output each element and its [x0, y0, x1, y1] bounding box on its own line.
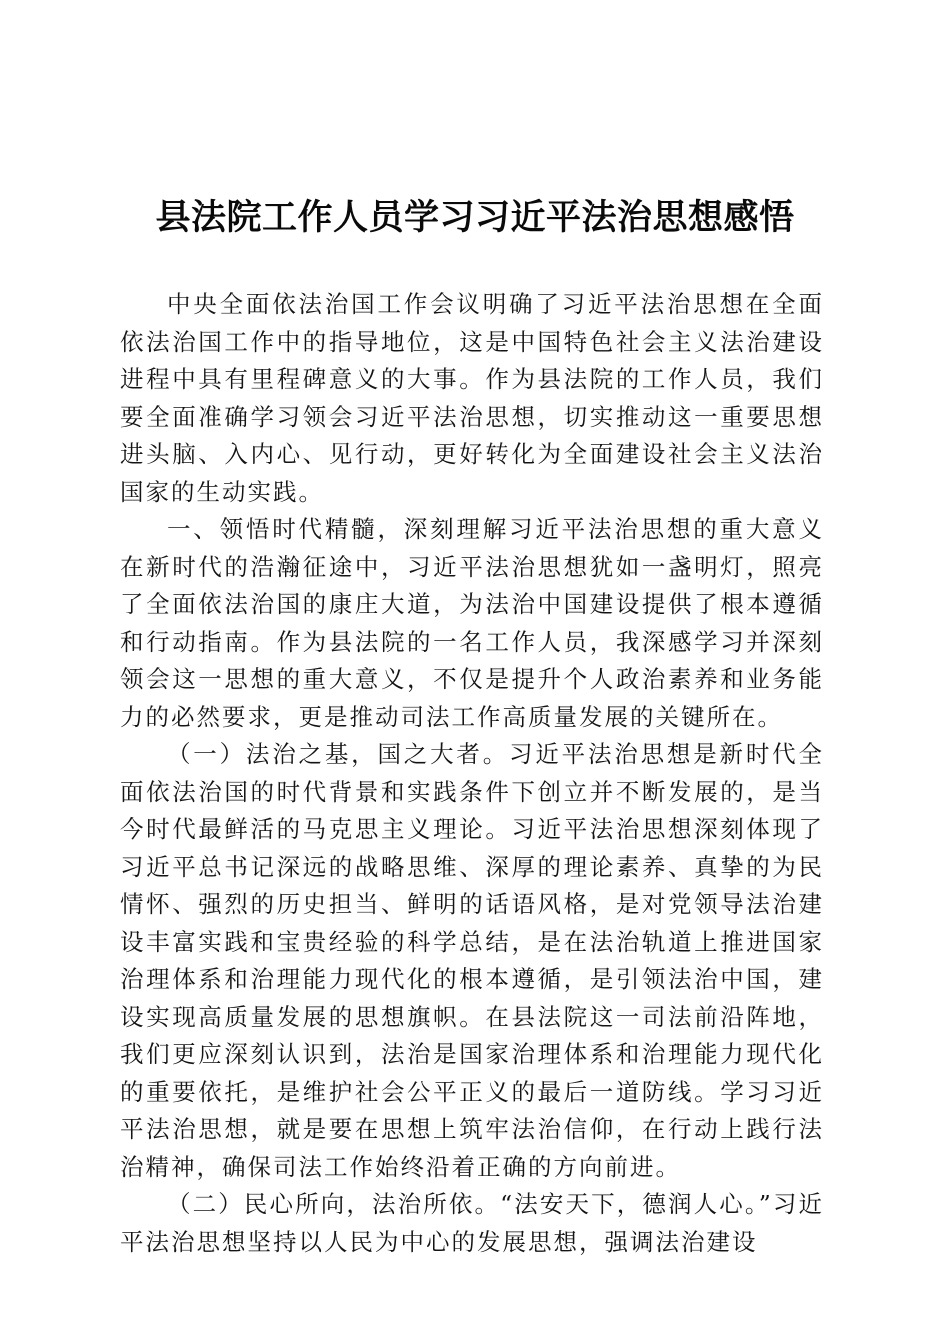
document-title: 县法院工作人员学习习近平法治思想感悟 [155, 197, 795, 238]
paragraph: 中央全面依法治国工作会议明确了习近平法治思想在全面依法治国工作中的指导地位，这是中国特色社会主义法治建设进程中具有里程碑意义的大事。作为县法院的工作人员，我们要全面准确学习领会习近平法治思想，切实推动这一重要思想进头脑、入内心、见行动，更好转化为全面建设社会主义法治国家的生动实践。 [120, 290, 824, 506]
paragraph: （一）法治之基，国之大者。习近平法治思想是新时代全面依法治国的时代背景和实践条件下创立并不断发展的，是当今时代最鲜活的马克思主义理论。习近平法治思想深刻体现了习近平总书记深远的战略思维、深厚的理论素养、真挚的为民情怀、强烈的历史担当、鲜明的话语风格，是对党领导法治建设丰富实践和宝贵经验的科学总结，是在法治轨道上推进国家治理体系和治理能力现代化的根本遵循，是引领法治中国，建设实现高质量发展的思想旗帜。在县法院这一司法前沿阵地，我们更应深刻认识到，法治是国家治理体系和治理能力现代化的重要依托，是维护社会公平正义的最后一道防线。学习习近平法治思想，就是要在思想上筑牢法治信仰，在行动上践行法治精神，确保司法工作始终沿着正确的方向前进。 [120, 740, 824, 1181]
document-body [120, 286, 824, 1261]
paragraph: （二）民心所向，法治所依。“法安天下，德润人心。”习近平法治思想坚持以人民为中心的发展思想，强调法治建设 [120, 1190, 824, 1256]
paragraph: 一、领悟时代精髓，深刻理解习近平法治思想的重大意义在新时代的浩瀚征途中，习近平法治思想犹如一盏明灯，照亮了全面依法治国的康庄大道，为法治中国建设提供了根本遵循和行动指南。作为县法院的一名工作人员，我深感学习并深刻领会这一思想的重大意义，不仅是提升个人政治素养和业务能力的必然要求，更是推动司法工作高质量发展的关键所在。 [120, 515, 824, 731]
